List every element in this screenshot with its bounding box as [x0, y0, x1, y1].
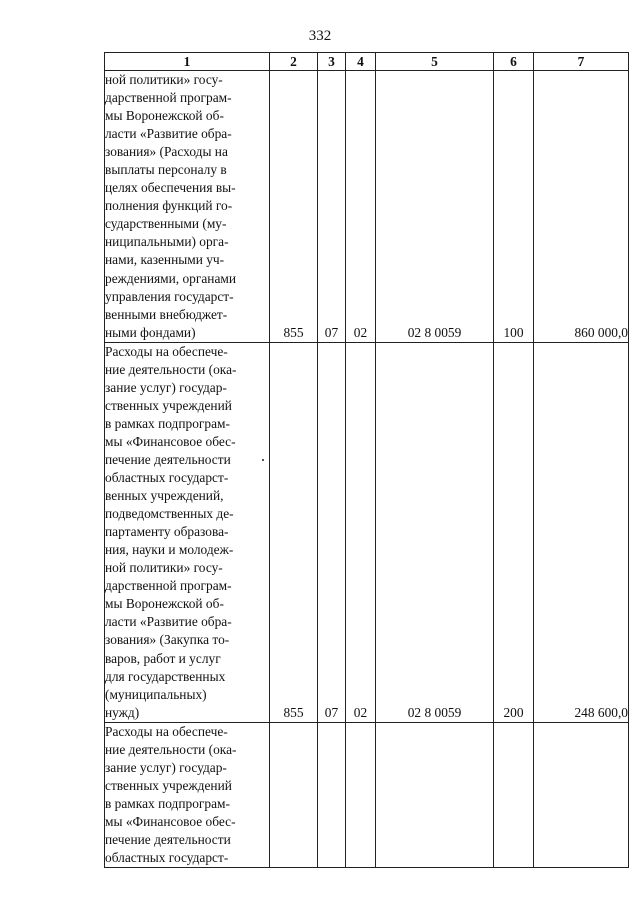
- table-body: [105, 71, 629, 868]
- column-header-5: 5: [376, 53, 494, 71]
- description-line: дарственной програм-: [105, 90, 232, 106]
- column-header-2: 2: [270, 53, 318, 71]
- cell-pr: 02: [346, 342, 376, 722]
- description-line: печение деятельности: [105, 831, 231, 847]
- cell-grbs: 855: [270, 342, 318, 722]
- description-line: зание услуг) государ-: [105, 759, 227, 775]
- description-line: варов, работ и услуг: [105, 650, 221, 666]
- description-line: ной политики» госу-: [105, 560, 223, 576]
- description-line: венных учреждений,: [105, 488, 224, 504]
- cell-csr: 02 8 0059: [376, 342, 494, 722]
- description-line: реждениями, органами: [105, 270, 237, 286]
- description-line: зования» (Расходы на: [105, 144, 228, 160]
- cell-grbs: [270, 722, 318, 867]
- page-number: 332: [308, 28, 332, 44]
- description-line: выплаты персоналу в: [105, 162, 227, 178]
- cell-vr: [494, 722, 534, 867]
- cell-grbs: 855: [270, 71, 318, 343]
- column-header-3: 3: [318, 53, 346, 71]
- cell-amount: 860 000,0: [534, 71, 629, 343]
- table-row: [105, 342, 629, 722]
- description-line: венными внебюджет-: [105, 306, 228, 322]
- cell-vr: 100: [494, 71, 534, 343]
- description-line: ласти «Развитие обра-: [105, 126, 232, 142]
- row-description: [105, 722, 270, 867]
- description-line: сударственными (му-: [105, 216, 227, 232]
- row-description: [105, 342, 270, 722]
- description-line: ными фондами): [105, 324, 196, 340]
- description-line: в рамках подпрограм-: [105, 415, 230, 431]
- cell-csr: [376, 722, 494, 867]
- cell-pr: 02: [346, 71, 376, 343]
- description-line: нами, казенными уч-: [105, 252, 225, 268]
- cell-pr: [346, 722, 376, 867]
- budget-table: [104, 52, 629, 868]
- cell-rz: [318, 722, 346, 867]
- description-line: (муниципальных): [105, 686, 207, 702]
- description-line: дарственной програм-: [105, 578, 232, 594]
- column-header-7: 7: [534, 53, 629, 71]
- table-row: [105, 71, 629, 343]
- description-line: для государственных: [105, 668, 226, 684]
- description-line: ственных учреждений: [105, 777, 232, 793]
- description-line: ственных учреждений: [105, 397, 232, 413]
- row-description: [105, 71, 270, 343]
- description-line: зования» (Закупка то-: [105, 632, 230, 648]
- description-line: областных государст-: [105, 470, 229, 486]
- description-line: ние деятельности (ока-: [105, 361, 237, 377]
- header-row: [105, 53, 629, 71]
- description-line: в рамках подпрограм-: [105, 795, 230, 811]
- cell-amount: 248 600,0: [534, 342, 629, 722]
- column-header-4: 4: [346, 53, 376, 71]
- scan-speck: [262, 459, 264, 461]
- cell-rz: 07: [318, 342, 346, 722]
- description-line: мы Воронежской об-: [105, 108, 224, 124]
- description-line: областных государст-: [105, 850, 229, 866]
- description-line: партаменту образова-: [105, 524, 229, 540]
- column-header-6: 6: [494, 53, 534, 71]
- description-line: целях обеспечения вы-: [105, 180, 236, 196]
- column-header-1: 1: [105, 53, 270, 71]
- cell-vr: 200: [494, 342, 534, 722]
- cell-csr: 02 8 0059: [376, 71, 494, 343]
- description-line: ния, науки и молодеж-: [105, 542, 234, 558]
- description-line: ной политики» госу-: [105, 72, 223, 87]
- description-line: мы «Финансовое обес-: [105, 433, 236, 449]
- cell-amount: [534, 722, 629, 867]
- description-line: ласти «Развитие обра-: [105, 614, 232, 630]
- description-line: печение деятельности: [105, 451, 231, 467]
- description-line: мы Воронежской об-: [105, 596, 224, 612]
- description-line: полнения функций го-: [105, 198, 233, 214]
- description-line: нужд): [105, 704, 140, 720]
- description-line: Расходы на обеспече-: [105, 343, 228, 359]
- description-line: ние деятельности (ока-: [105, 741, 237, 757]
- description-line: управления государст-: [105, 288, 234, 304]
- cell-rz: 07: [318, 71, 346, 343]
- description-line: ниципальными) орга-: [105, 234, 229, 250]
- description-line: зание услуг) государ-: [105, 379, 227, 395]
- description-line: подведомственных де-: [105, 506, 234, 522]
- table-row: [105, 722, 629, 867]
- description-line: мы «Финансовое обес-: [105, 813, 236, 829]
- description-line: Расходы на обеспече-: [105, 723, 228, 739]
